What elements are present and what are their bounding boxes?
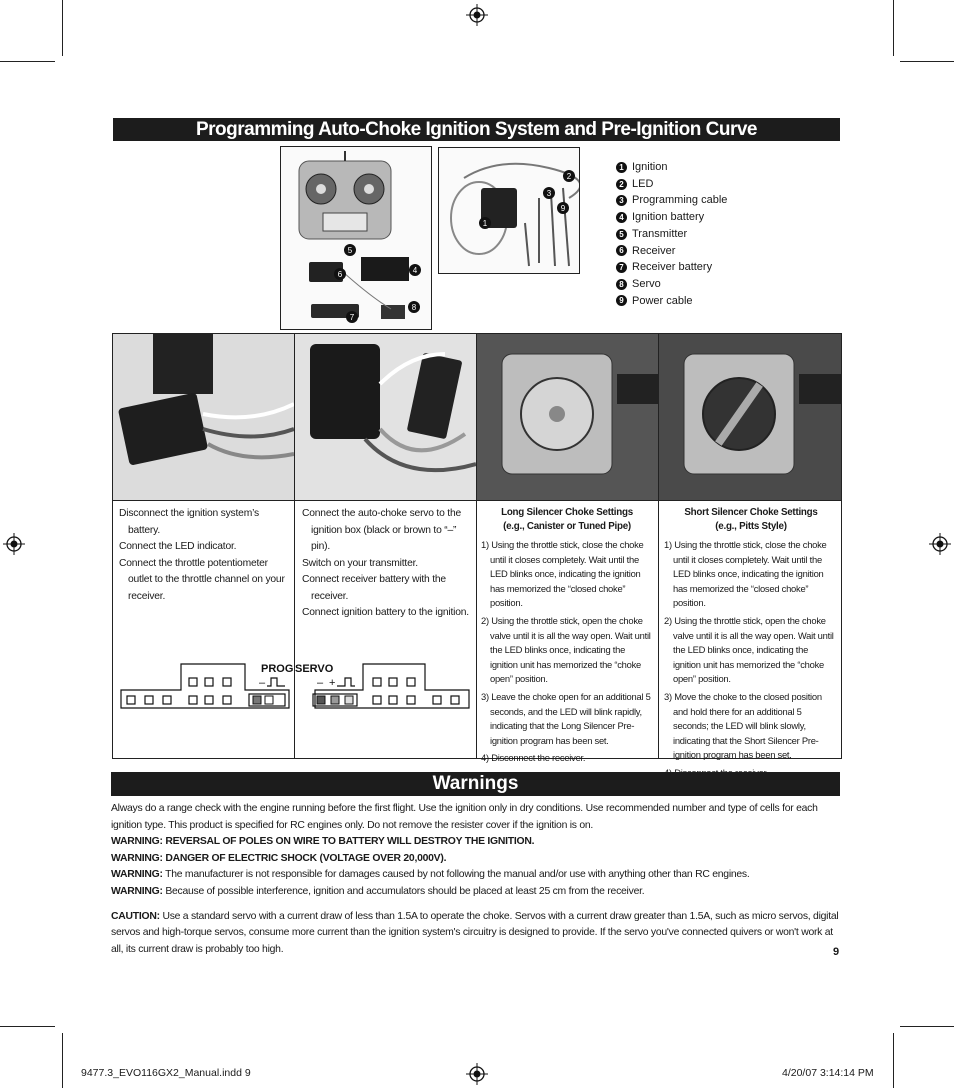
short-silencer-title: Short Silencer Choke Settings [684,507,818,518]
legend-number-icon: 7 [616,262,627,273]
legend-number-icon: 3 [616,195,627,206]
legend-item [616,176,727,193]
legend-label: Ignition battery [632,211,705,224]
connector-diagram [119,660,471,710]
servo-connection-photo [295,334,476,501]
svg-text:7: 7 [349,313,355,322]
warnings-body [111,801,841,958]
crop-mark [0,1026,55,1027]
step-column-1 [119,506,289,605]
legend-label: Programming cable [632,194,728,207]
svg-text:9: 9 [560,204,566,213]
step-text: 3) Move the choke to the closed position and hold there for an additional 5 seconds; the LED will blink slowly, indicating that the Short Silencer Pre-ignition program has been set. [664,690,822,761]
legend-number-icon: 5 [616,229,627,240]
step-text: Connect the auto-choke servo to the ignition box (black or brown to “–” pin). [302,508,461,552]
legend-number-icon: 6 [616,245,627,256]
svg-text:6: 6 [337,270,343,279]
steps-table [112,333,842,764]
caution-label: CAUTION: [111,910,160,922]
step-text: Connect ignition battery to the ignition. [302,607,469,618]
registration-mark-icon [3,533,25,555]
legend-item [616,259,727,276]
crop-mark [893,0,894,56]
step-column-3 [481,506,653,769]
step-text: Disconnect the ignition system’s battery. [119,508,259,536]
legend-label: Power cable [632,294,693,307]
minus-label: – [317,677,324,689]
legend-number-icon: 9 [616,295,627,306]
legend-item [616,209,727,226]
svg-text:4: 4 [412,266,418,275]
step-text: 4) Disconnect the receiver. [481,752,586,764]
legend-item [616,192,727,209]
step-text: Connect the LED indicator. [119,541,237,552]
crop-mark [62,1033,63,1088]
step-text: Connect the throttle potentiometer outlet to the throttle channel on your receiver. [119,557,285,602]
prog-label: PROG [261,663,294,675]
step-text: Connect receiver battery with the receiver. [302,574,446,602]
svg-text:1: 1 [482,219,488,228]
legend-item [616,293,727,310]
warning-text: Because of possible interference, ignition and accumulators should be placed at least 25 cm from the receiver. [165,885,645,897]
plus-label: + [329,677,336,689]
registration-mark-icon [466,4,488,26]
legend-item [616,159,727,176]
crop-mark [62,0,63,56]
legend-item [616,226,727,243]
step-text: 1) Using the throttle stick, close the choke until it closes completely. Wait until the LED blinks once, indicating the ignition has memorized the “closed choke” position. [481,539,644,609]
svg-text:5: 5 [347,246,353,255]
legend-label: Receiver battery [632,261,713,274]
legend-item [616,243,727,260]
warning-text: The manufacturer is not responsible for damages caused by not following the manual and/or use with anything other than RC engines. [165,869,750,881]
long-silencer-title: Long Silencer Choke Settings [501,507,633,518]
legend-label: Servo [632,277,661,290]
warning-label: WARNING: [111,885,163,897]
legend-label: Receiver [632,244,676,257]
step-text: Switch on your transmitter. [302,557,418,569]
parts-legend [616,159,727,309]
carburetor-choke-open-photo [659,334,841,501]
carburetor-choke-closed-photo [477,334,658,501]
svg-text:2: 2 [566,172,572,181]
ignition-unit-photo [438,147,580,274]
warnings-title: Warnings [111,772,840,796]
crop-mark [893,1033,894,1088]
legend-label: LED [632,177,654,190]
step-text: 1) Using the throttle stick, close the choke until it closes completely. Wait until the LED blinks once, indicating the ignition has memorized the “closed choke” position. [664,539,827,609]
registration-mark-icon [466,1063,488,1085]
ignition-box-photo [113,334,294,501]
legend-number-icon: 1 [616,162,627,173]
page-number: 9 [833,946,840,958]
legend-number-icon: 2 [616,179,627,190]
svg-text:3: 3 [546,189,552,198]
warning-line: WARNING: DANGER OF ELECTRIC SHOCK (VOLTAGE OVER 20,000V). [111,852,447,864]
legend-number-icon: 8 [616,279,627,290]
step-text: 2) Using the throttle stick, open the choke valve until it is all the way open. Wait until the LED blinks once, indicating the ignition unit has memorized the “choke open” position. [481,614,651,685]
caution-text: Use a standard servo with a current draw of less than 1.5A to operate the choke. Servos with a current draw greater than 1.5A, such as micro servos, digital servos and high-torque servos, consume more current than the ignition system's circuitry is designed to provide. If the servo you've connected quivers or won't work at all, its current draw is probably too high. [111,910,839,955]
crop-mark [900,61,954,62]
step-column-4 [664,506,838,784]
svg-text:8: 8 [411,303,417,312]
step-column-2 [302,506,472,622]
legend-label: Transmitter [632,227,688,240]
legend-label: Ignition [632,161,668,173]
warning-label: WARNING: [111,869,163,881]
section-title: Programming Auto-Choke Ignition System and Pre-Ignition Curve [113,118,840,141]
footer-timestamp: 4/20/07 3:14:14 PM [782,1067,874,1079]
crop-mark [0,61,55,62]
legend-number-icon: 4 [616,212,627,223]
crop-mark [900,1026,954,1027]
servo-label: SERVO [295,663,334,675]
legend-item [616,276,727,293]
step-text: 3) Leave the choke open for an additional 5 seconds, and the LED will blink rapidly, indicating that the Long Silencer Pre-ignition program has been set. [481,690,651,746]
step-text: 2) Using the throttle stick, open the choke valve until it is all the way open. Wait until the LED blinks once, indicating the ignition unit has memorized the “choke open” position. [664,614,834,685]
minus-label: – [259,677,266,689]
transmitter-kit-photo [280,146,432,330]
warning-paragraph: Always do a range check with the engine running before the first flight. Use the ignition only in dry conditions. Use recommended number and type of cells for each ignition type. This product is specified for RC engines only. Do not remove the resister cover if the ignition is on. [111,803,818,831]
short-silencer-subtitle: (e.g., Pitts Style) [715,521,787,532]
long-silencer-subtitle: (e.g., Canister or Tuned Pipe) [503,521,631,532]
registration-mark-icon [929,533,951,555]
warning-line: WARNING: REVERSAL OF POLES ON WIRE TO BATTERY WILL DESTROY THE IGNITION. [111,836,535,848]
footer-file-name: 9477.3_EVO116GX2_Manual.indd 9 [81,1067,251,1079]
